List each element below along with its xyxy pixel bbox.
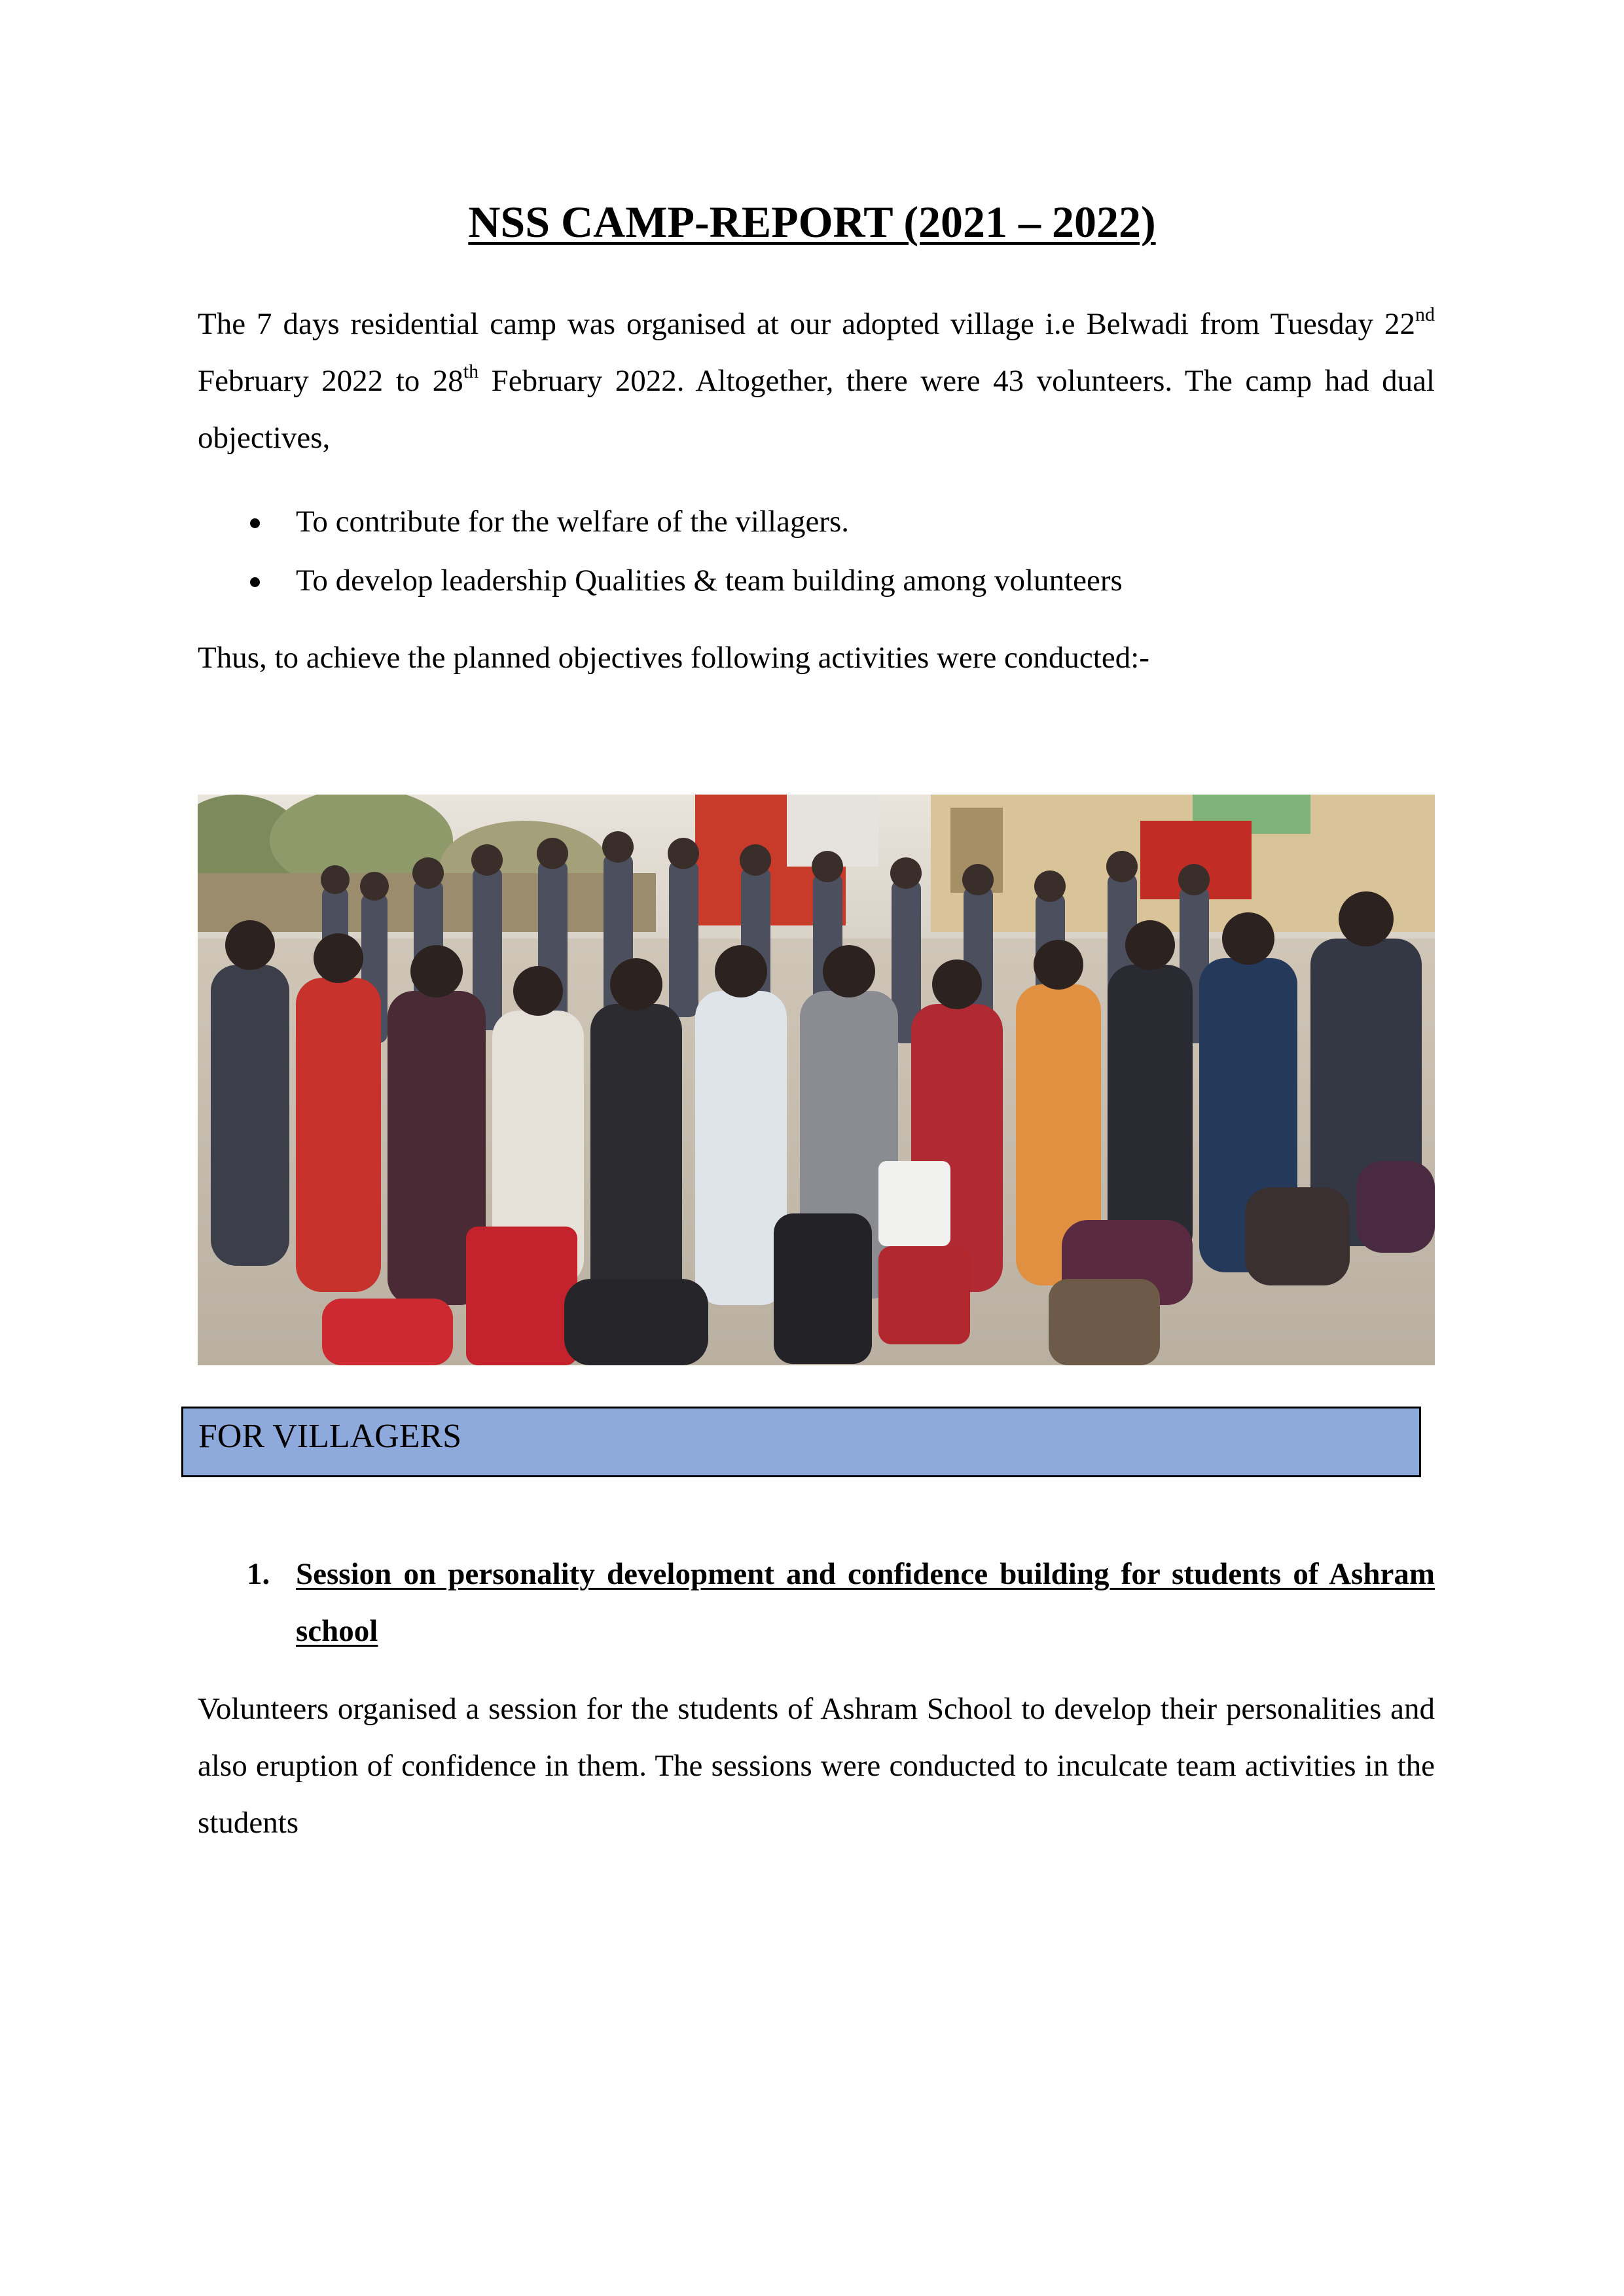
- activity-heading: [198, 1546, 1435, 1660]
- objective-text: To develop leadership Qualities & team building among volunteers: [296, 564, 1123, 598]
- intro-superscript-2: th: [463, 361, 479, 382]
- objective-item: [198, 551, 1435, 610]
- intro-text-1: The 7 days residential camp was organised at our adopted village i.e Belwadi from Tuesday 22: [198, 307, 1415, 341]
- objective-text: To contribute for the welfare of the villagers.: [296, 505, 849, 539]
- bullet-icon: [250, 577, 260, 587]
- activity-title: Session on personality development and confidence building for students of Ashram school: [296, 1557, 1435, 1648]
- activity-number: 1.: [247, 1557, 270, 1591]
- transition-paragraph: Thus, to achieve the planned objectives following activities were conducted:-: [198, 641, 1149, 675]
- intro-paragraph: [198, 296, 1435, 467]
- objectives-list: [198, 492, 1435, 610]
- objective-item: [198, 492, 1435, 551]
- section-heading: FOR VILLAGERS: [198, 1418, 462, 1455]
- camp-group-photo: [198, 795, 1435, 1365]
- intro-text-2: February 2022 to 28: [198, 364, 463, 398]
- intro-text-3: February 2022. Altogether, there were 43 volunteers. The camp had dual objectives,: [198, 364, 1435, 455]
- section-heading-box: [181, 1407, 1421, 1477]
- bullet-icon: [250, 518, 260, 528]
- activity-description: Volunteers organised a session for the students of Ashram School to develop their personalities and also eruption of confidence in them. The sessions were conducted to inculcate team activities in the students: [198, 1692, 1435, 1840]
- page-title: NSS CAMP-REPORT (2021 – 2022): [468, 197, 1156, 247]
- intro-superscript-1: nd: [1415, 304, 1435, 325]
